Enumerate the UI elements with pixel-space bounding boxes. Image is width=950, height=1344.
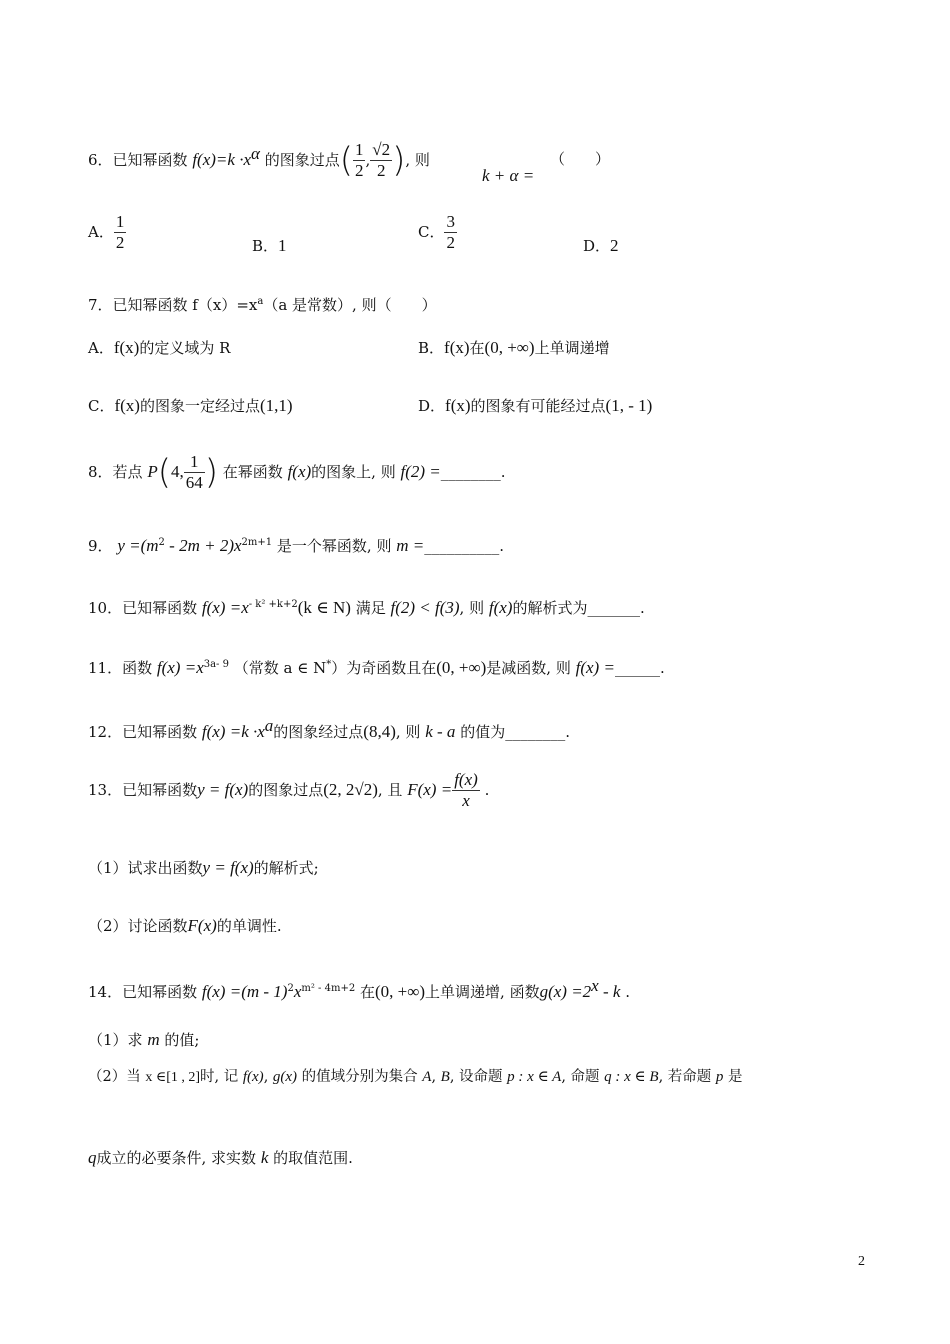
q6-frac-2: $\frac{√2}{2}$ <box>372 140 391 181</box>
q6-option-b: B．1 <box>252 236 287 255</box>
q7-option-a: A．f(x)的定义域为 R <box>88 338 231 357</box>
q7-option-d: D．f(x)的图象有可能经过点(1, - 1) <box>418 396 653 415</box>
q6-option-d: D．2 <box>583 236 619 255</box>
q14-part2: （2）当 x ∈[1 , 2]时, 记 f(x), g(x) 的值域分别为集合 A, B, 设命题 p : x ∈ A, 命题 q : x ∈ B, 若命题 p 是 <box>88 1069 743 1085</box>
q14-stem: 14．已知幂函数 $f(x) =(m - 1)^2x^{m^2 - 4m+2}$ 在(0, +∞)上单调递增, 函数$g(x) =2^x - k$ . <box>88 976 630 1001</box>
q6-stem: 6．已知幂函数 $f(x)=k \cdot x^\alpha$ 的图象过点( $\frac{1}{2}$ , $\frac{√2}{2}$ ), 则 <box>88 140 430 181</box>
q11: 11．函数 $f(x) =x^{3a- 9}$ （常数 a ∈ N*）为奇函数且在(0, +∞)是减函数, 则 f(x) =______. <box>88 658 665 677</box>
q13-part1: （1）试求出函数y = f(x)的解析式; <box>88 858 319 877</box>
q6-frac-1: $\frac{1}{2}$ <box>354 140 364 181</box>
q14-part2-cont: q成立的必要条件, 求实数 k 的取值范围. <box>88 1148 353 1167</box>
q7-option-c: C．f(x)的图象一定经过点(1,1) <box>88 396 293 415</box>
q13-part2: （2）讨论函数F(x)的单调性. <box>88 916 282 935</box>
q9: 9． $y =(m^2 - 2m + 2)x^{2m+1}$ 是一个幂函数, 则 m =__________. <box>88 536 505 555</box>
q7-option-b: B．f(x)在(0, +∞)上单调递增 <box>418 338 610 357</box>
q12: 12．已知幂函数 $f(x) =k \cdot x^a$的图象经过点(8,4), 则 k - a 的值为________. <box>88 716 570 741</box>
q6-expr: k + α = <box>482 166 535 185</box>
q10: 10．已知幂函数 $f(x) =x^{- k^2 +k+2}(k$ ∈ N) 满足 f(2) < f(3), 则 f(x)的解析式为_______. <box>88 598 645 617</box>
q6-paren: （ ） <box>550 150 611 168</box>
q6-option-a: A． $\frac{1}{2}$ <box>88 212 125 253</box>
q7-stem: 7．已知幂函数 $f(x)=x^a(a$ 是常数）, 则（ ） <box>88 296 437 314</box>
q13-fraction: $\frac{f(x)}{x}$ <box>454 770 478 811</box>
page-number: 2 <box>858 1254 865 1269</box>
q6-option-c: C． $\frac{3}{2}$ <box>418 212 455 253</box>
q13-stem: 13．已知幂函数y = f(x)的图象过点(2, 2√2), 且 F(x) = $\frac{f(x)}{x}$ . <box>88 770 490 811</box>
q8: 8．若点 P(4, $\frac{1}{64}$ ) 在幂函数 f(x)的图象上, 则 f(2) =________. <box>88 452 506 493</box>
q14-part1: （1）求 m 的值; <box>88 1030 200 1049</box>
